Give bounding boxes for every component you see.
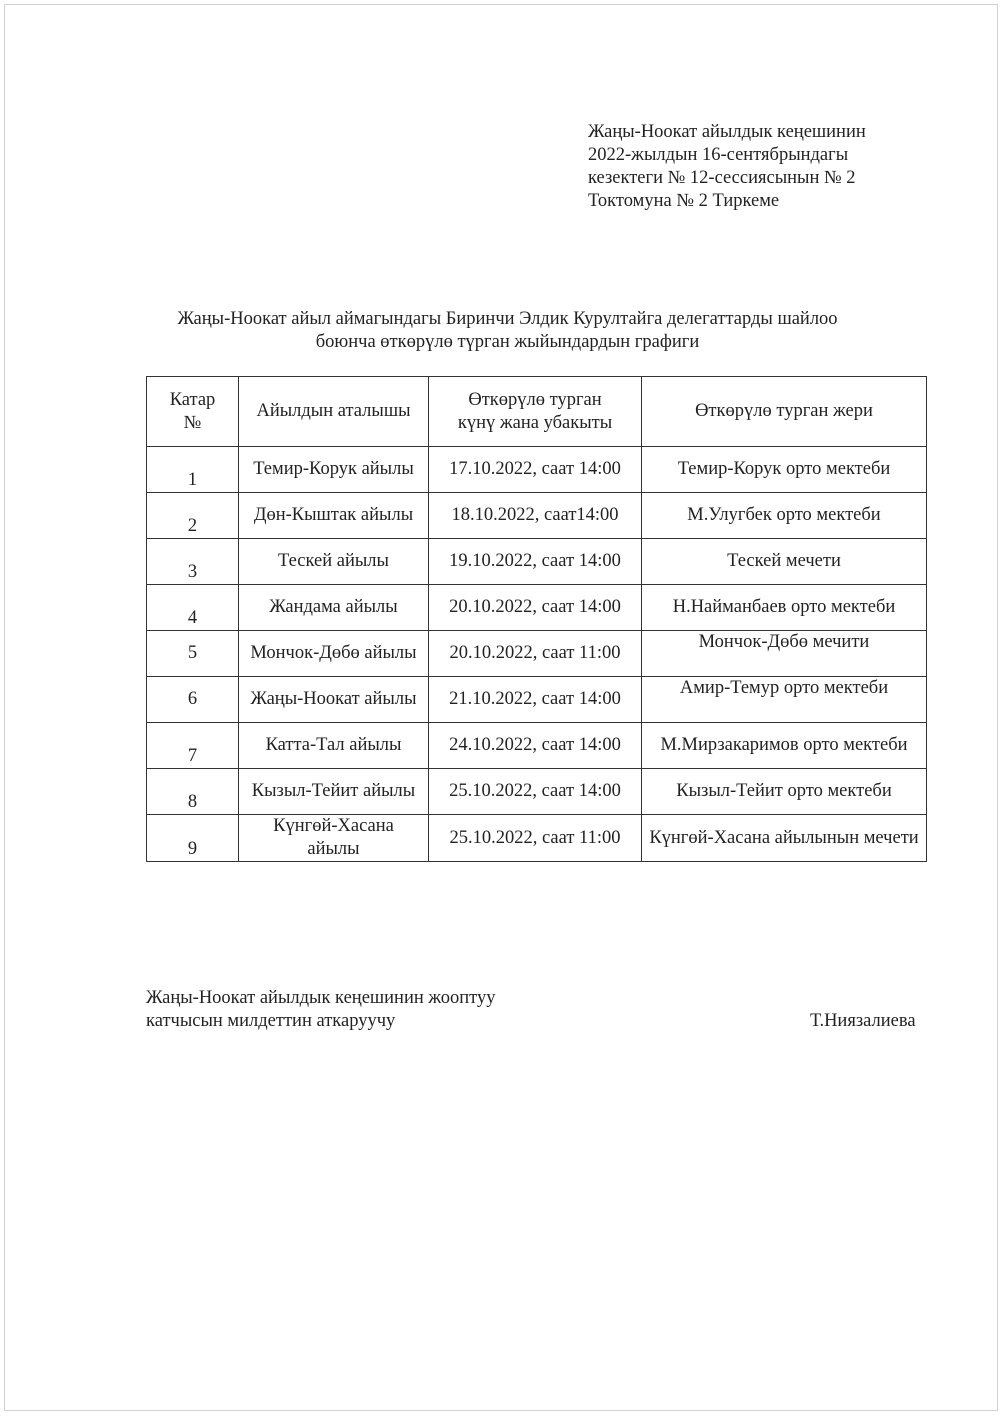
row-village: Темир-Корук айылы <box>239 447 429 493</box>
row-number: 1 <box>147 447 239 493</box>
row-place: Н.Найманбаев орто мектеби <box>642 585 927 631</box>
table-row <box>147 493 927 539</box>
row-place: Темир-Корук орто мектеби <box>642 447 927 493</box>
row-place: М.Мирзакаримов орто мектеби <box>642 723 927 769</box>
row-village: Кызыл-Тейит айылы <box>239 769 429 815</box>
row-place: Мончок-Дөбө мечити <box>642 631 927 677</box>
row-datetime: 21.10.2022, саат 14:00 <box>429 677 642 723</box>
table-row <box>147 815 927 862</box>
row-village: Катта-Тал айылы <box>239 723 429 769</box>
table-row <box>147 677 927 723</box>
row-datetime: 17.10.2022, саат 14:00 <box>429 447 642 493</box>
table-row <box>147 539 927 585</box>
row-datetime: 24.10.2022, саат 14:00 <box>429 723 642 769</box>
row-number: 8 <box>147 769 239 815</box>
row-number: 4 <box>147 585 239 631</box>
schedule-table <box>146 376 927 862</box>
table-row <box>147 631 927 677</box>
row-number: 7 <box>147 723 239 769</box>
title-line: боюнча өткөрүлө түрган жыйындардын графиги <box>315 332 700 352</box>
row-number: 5 <box>147 631 239 677</box>
annex-line: Токтомуна № 2 Тиркеме <box>588 191 780 211</box>
signature-line: катчысын милдеттин аткаруучу <box>146 1011 396 1031</box>
row-village: Күнгөй-Хасана айылы <box>239 815 429 862</box>
row-village: Жандама айылы <box>239 585 429 631</box>
row-number: 3 <box>147 539 239 585</box>
row-datetime: 25.10.2022, саат 11:00 <box>429 815 642 862</box>
row-number: 2 <box>147 493 239 539</box>
row-village: Жаңы-Ноокат айылы <box>239 677 429 723</box>
row-place: Кызыл-Тейит орто мектеби <box>642 769 927 815</box>
row-datetime: 18.10.2022, саат14:00 <box>429 493 642 539</box>
row-place: М.Улугбек орто мектеби <box>642 493 927 539</box>
row-datetime: 20.10.2022, саат 14:00 <box>429 585 642 631</box>
annex-line: 2022-жылдын 16-сентябрындагы <box>588 145 849 165</box>
title-line: Жаңы-Ноокат айыл аймагындагы Биринчи Элдик Курултайга делегаттарды шайлоо <box>177 309 838 329</box>
row-number: 6 <box>147 677 239 723</box>
row-village: Тескей айылы <box>239 539 429 585</box>
row-place: Амир-Темур орто мектеби <box>642 677 927 723</box>
row-village: Мончок-Дөбө айылы <box>239 631 429 677</box>
row-village: Дөн-Кыштак айылы <box>239 493 429 539</box>
row-number: 9 <box>147 815 239 862</box>
table-row <box>147 769 927 815</box>
signature-line: Жаңы-Ноокат айылдык кеңешинин жооптуу <box>146 988 496 1008</box>
table-row <box>147 723 927 769</box>
row-datetime: 25.10.2022, саат 14:00 <box>429 769 642 815</box>
header-datetime: Өткөрүлө турган күнү жана убакыты <box>429 377 642 447</box>
row-datetime: 20.10.2022, саат 11:00 <box>429 631 642 677</box>
table-row <box>147 447 927 493</box>
header-village: Айылдын аталышы <box>239 377 429 447</box>
signature-title <box>146 987 495 1033</box>
table-header-row <box>147 377 927 447</box>
document-title <box>140 308 875 354</box>
table-row <box>147 585 927 631</box>
header-place: Өткөрүлө турган жери <box>642 377 927 447</box>
row-place: Тескей мечети <box>642 539 927 585</box>
signature-name: Т.Ниязалиева <box>810 1011 916 1031</box>
annex-note <box>588 121 866 213</box>
annex-line: кезектеги № 12-сессиясынын № 2 <box>588 168 856 188</box>
header-number: Катар № <box>147 377 239 447</box>
annex-line: Жаңы-Ноокат айылдык кеңешинин <box>588 122 866 142</box>
row-place: Күнгөй-Хасана айылынын мечети <box>642 815 927 862</box>
row-datetime: 19.10.2022, саат 14:00 <box>429 539 642 585</box>
